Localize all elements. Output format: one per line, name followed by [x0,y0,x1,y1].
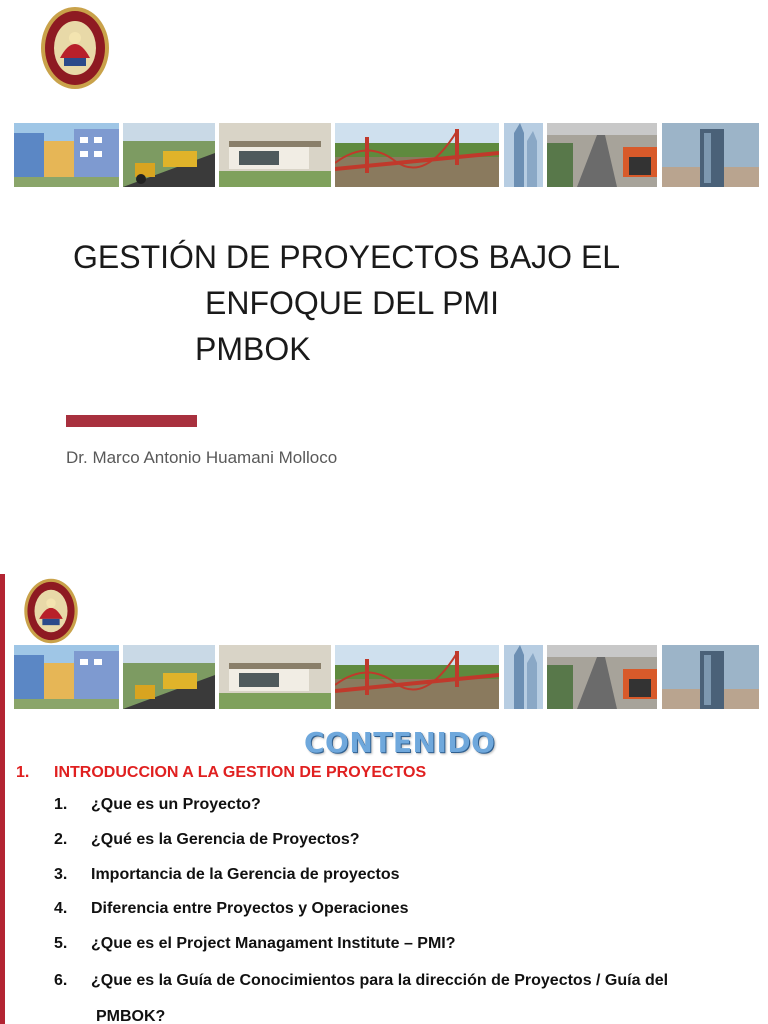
photo-road-paving [123,645,215,709]
photo-apartment-buildings [14,123,119,187]
list-item: 5. ¿Que es el Project Managament Institute – PMI? [54,935,456,952]
photo-modern-house-model [219,645,331,709]
photo-apartment-buildings [14,645,119,709]
contents-slide [0,574,768,1024]
title-line-1: GESTIÓN DE PROYECTOS BAJO EL [73,239,621,275]
photo-glass-skyscraper [662,645,759,709]
photo-banner [14,645,759,709]
list-item: 3. Importancia de la Gerencia de proyectos [54,866,400,883]
list-item: 4. Diferencia entre Proyectos y Operaciones [54,900,409,917]
slide-gap [0,540,768,574]
list-item: 2. ¿Qué es la Gerencia de Proyectos? [54,831,360,848]
title-line-3: PMBOK [195,331,311,367]
section-title: INTRODUCCION A LA GESTION DE PROYECTOS [54,764,427,781]
presentation-title [60,234,680,374]
photo-city-avenue [547,123,657,187]
photo-road-paving [123,123,215,187]
contents-heading: CONTENIDO [304,726,496,759]
university-seal-logo [40,6,110,90]
photo-city-avenue [547,645,657,709]
title-line-2: ENFOQUE DEL PMI [205,285,499,321]
list-item: 6. ¿Que es la Guía de Conocimientos para la dirección de Proyectos / Guía del [54,972,669,989]
university-seal-logo [22,578,80,644]
section-number: 1. [16,764,30,781]
photo-suspension-bridge [335,123,499,187]
list-item-continuation: PMBOK? [96,1008,166,1024]
section-heading [16,764,426,782]
photo-twin-towers [504,645,543,709]
accent-bar [66,415,197,427]
photo-modern-house-model [219,123,331,187]
photo-glass-skyscraper [662,123,759,187]
photo-twin-towers [504,123,543,187]
left-accent-rule [0,574,5,1024]
author-name: Dr. Marco Antonio Huamani Molloco [66,448,338,467]
photo-suspension-bridge [335,645,499,709]
list-item: 1. ¿Que es un Proyecto? [54,796,261,813]
photo-banner [14,123,759,187]
